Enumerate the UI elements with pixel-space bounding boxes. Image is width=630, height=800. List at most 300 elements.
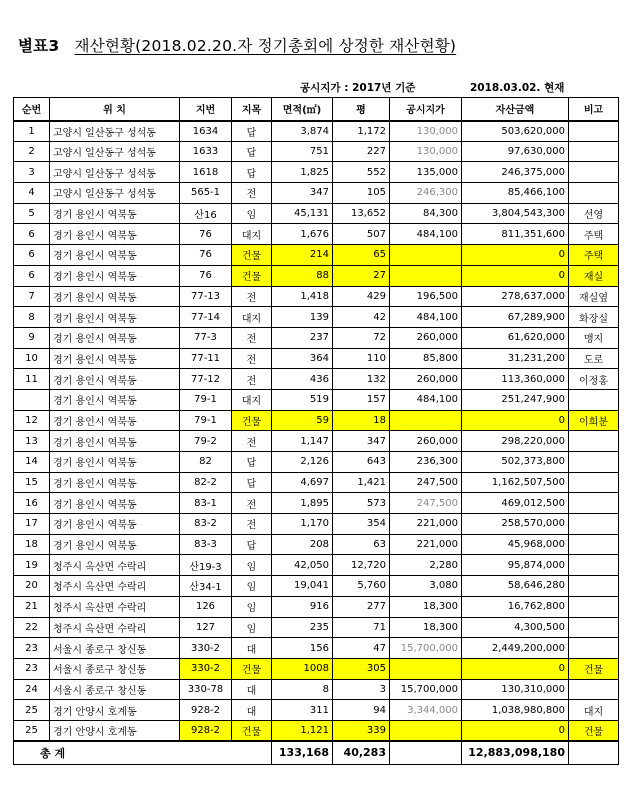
cell-area: 42,050 — [272, 555, 333, 576]
cell-pyeong: 347 — [333, 431, 390, 452]
cell-location: 경기 용인시 역북동 — [50, 327, 180, 348]
cell-no: 23 — [14, 658, 50, 679]
table-row — [14, 638, 619, 659]
total-note-empty — [569, 741, 619, 764]
cell-area: 59 — [272, 410, 333, 431]
cell-area: 237 — [272, 327, 333, 348]
table-row — [14, 369, 619, 390]
cell-category: 임 — [232, 203, 272, 224]
cell-lot: 산34-1 — [180, 576, 232, 597]
cell-location: 경기 안양시 호계동 — [50, 720, 180, 741]
cell-no: 17 — [14, 514, 50, 535]
cell-note — [569, 514, 619, 535]
cell-no: 25 — [14, 720, 50, 741]
cell-price: 3,080 — [390, 576, 462, 597]
total-row — [14, 741, 619, 764]
cell-location: 경기 안양시 호계동 — [50, 700, 180, 721]
cell-note: 이정홍 — [569, 369, 619, 390]
cell-category: 임 — [232, 617, 272, 638]
col-header-amount: 자산금액 — [462, 98, 569, 121]
col-header-no: 순번 — [14, 98, 50, 121]
table-row — [14, 348, 619, 369]
cell-lot: 83-2 — [180, 514, 232, 535]
cell-price: 18,300 — [390, 596, 462, 617]
col-header-pyeong: 평 — [333, 98, 390, 121]
cell-no: 24 — [14, 679, 50, 700]
table-row — [14, 141, 619, 162]
cell-price: 2,280 — [390, 555, 462, 576]
cell-lot: 1633 — [180, 141, 232, 162]
cell-area: 751 — [272, 141, 333, 162]
cell-category: 임 — [232, 596, 272, 617]
cell-pyeong: 105 — [333, 183, 390, 204]
cell-price: 260,000 — [390, 327, 462, 348]
cell-area: 1,418 — [272, 286, 333, 307]
cell-pyeong: 63 — [333, 534, 390, 555]
cell-amount: 45,968,000 — [462, 534, 569, 555]
cell-note: 도로 — [569, 348, 619, 369]
cell-area: 1,147 — [272, 431, 333, 452]
cell-pyeong: 339 — [333, 720, 390, 741]
cell-amount: 113,360,000 — [462, 369, 569, 390]
cell-pyeong: 72 — [333, 327, 390, 348]
cell-pyeong: 507 — [333, 224, 390, 245]
cell-category: 대 — [232, 700, 272, 721]
cell-amount: 1,038,980,800 — [462, 700, 569, 721]
table-row — [14, 224, 619, 245]
cell-note — [569, 141, 619, 162]
cell-price: 484,100 — [390, 389, 462, 410]
cell-amount: 130,310,000 — [462, 679, 569, 700]
cell-location: 경기 용인시 역북동 — [50, 472, 180, 493]
cell-no: 1 — [14, 121, 50, 142]
cell-category: 대지 — [232, 389, 272, 410]
cell-amount: 811,351,600 — [462, 224, 569, 245]
cell-note: 건물 — [569, 720, 619, 741]
cell-lot: 77-14 — [180, 307, 232, 328]
cell-area: 436 — [272, 369, 333, 390]
cell-category: 답 — [232, 452, 272, 473]
cell-pyeong: 354 — [333, 514, 390, 535]
cell-location: 경기 용인시 역북동 — [50, 307, 180, 328]
cell-category: 전 — [232, 431, 272, 452]
cell-lot: 82 — [180, 452, 232, 473]
cell-no: 25 — [14, 700, 50, 721]
cell-pyeong: 94 — [333, 700, 390, 721]
cell-location: 청주시 옥산면 수락리 — [50, 555, 180, 576]
cell-category: 건물 — [232, 720, 272, 741]
cell-note: 재실 — [569, 265, 619, 286]
cell-category: 건물 — [232, 658, 272, 679]
table-row — [14, 452, 619, 473]
cell-amount: 58,646,280 — [462, 576, 569, 597]
cell-price: 260,000 — [390, 431, 462, 452]
cell-location: 경기 용인시 역북동 — [50, 534, 180, 555]
cell-price: 130,000 — [390, 121, 462, 142]
cell-no: 11 — [14, 369, 50, 390]
cell-no: 20 — [14, 576, 50, 597]
price-basis-note: 공시지가 : 2017년 기준 — [300, 82, 416, 94]
table-row — [14, 596, 619, 617]
cell-category: 대지 — [232, 307, 272, 328]
cell-price: 260,000 — [390, 369, 462, 390]
cell-area: 88 — [272, 265, 333, 286]
cell-lot: 77-3 — [180, 327, 232, 348]
cell-no: 12 — [14, 410, 50, 431]
total-pyeong: 40,283 — [333, 741, 390, 764]
cell-location: 경기 용인시 역북동 — [50, 369, 180, 390]
cell-amount: 251,247,900 — [462, 389, 569, 410]
cell-area: 1,121 — [272, 720, 333, 741]
cell-no — [14, 389, 50, 410]
cell-location: 경기 용인시 역북동 — [50, 410, 180, 431]
cell-location: 경기 용인시 역북동 — [50, 514, 180, 535]
cell-lot: 83-1 — [180, 493, 232, 514]
title-label: 별표3 — [18, 37, 60, 55]
cell-lot: 127 — [180, 617, 232, 638]
cell-no: 19 — [14, 555, 50, 576]
col-header-category: 지목 — [232, 98, 272, 121]
total-label: 총 계 — [14, 741, 272, 764]
cell-no: 2 — [14, 141, 50, 162]
cell-location: 청주시 옥산면 수락리 — [50, 596, 180, 617]
cell-amount: 4,300,500 — [462, 617, 569, 638]
cell-area: 1,170 — [272, 514, 333, 535]
cell-lot: 1634 — [180, 121, 232, 142]
document-title — [18, 34, 456, 56]
cell-price: 84,300 — [390, 203, 462, 224]
cell-lot: 928-2 — [180, 700, 232, 721]
table-row — [14, 327, 619, 348]
table-row — [14, 658, 619, 679]
cell-price — [390, 265, 462, 286]
cell-note — [569, 493, 619, 514]
table-row — [14, 431, 619, 452]
cell-category: 건물 — [232, 265, 272, 286]
cell-area: 364 — [272, 348, 333, 369]
cell-location: 서울시 종로구 창신동 — [50, 679, 180, 700]
table-row — [14, 534, 619, 555]
table-row — [14, 121, 619, 142]
cell-note — [569, 452, 619, 473]
cell-note — [569, 121, 619, 142]
cell-pyeong: 71 — [333, 617, 390, 638]
table-row — [14, 576, 619, 597]
cell-price: 484,100 — [390, 224, 462, 245]
cell-pyeong: 1,172 — [333, 121, 390, 142]
total-area: 133,168 — [272, 741, 333, 764]
table-row — [14, 245, 619, 266]
cell-pyeong: 573 — [333, 493, 390, 514]
cell-note: 맹지 — [569, 327, 619, 348]
cell-amount: 0 — [462, 245, 569, 266]
cell-lot: 565-1 — [180, 183, 232, 204]
cell-area: 214 — [272, 245, 333, 266]
cell-category: 전 — [232, 348, 272, 369]
cell-area: 1,825 — [272, 162, 333, 183]
cell-pyeong: 277 — [333, 596, 390, 617]
cell-location: 경기 용인시 역북동 — [50, 224, 180, 245]
cell-lot: 1618 — [180, 162, 232, 183]
cell-note: 선영 — [569, 203, 619, 224]
as-of-date: 2018.03.02. 현재 — [470, 82, 565, 94]
cell-no: 3 — [14, 162, 50, 183]
cell-lot: 330-78 — [180, 679, 232, 700]
table-row — [14, 720, 619, 741]
cell-price — [390, 720, 462, 741]
cell-price: 484,100 — [390, 307, 462, 328]
cell-pyeong: 429 — [333, 286, 390, 307]
cell-amount: 278,637,000 — [462, 286, 569, 307]
cell-no: 7 — [14, 286, 50, 307]
cell-pyeong: 13,652 — [333, 203, 390, 224]
cell-category: 대 — [232, 638, 272, 659]
cell-note: 화장실 — [569, 307, 619, 328]
cell-note: 주택 — [569, 245, 619, 266]
cell-price: 247,500 — [390, 493, 462, 514]
cell-area: 1,676 — [272, 224, 333, 245]
cell-category: 건물 — [232, 245, 272, 266]
cell-amount: 298,220,000 — [462, 431, 569, 452]
cell-lot: 산16 — [180, 203, 232, 224]
cell-area: 2,126 — [272, 452, 333, 473]
cell-lot: 76 — [180, 224, 232, 245]
cell-price — [390, 658, 462, 679]
cell-amount: 61,620,000 — [462, 327, 569, 348]
cell-price: 130,000 — [390, 141, 462, 162]
cell-amount: 503,620,000 — [462, 121, 569, 142]
cell-pyeong: 110 — [333, 348, 390, 369]
cell-pyeong: 5,760 — [333, 576, 390, 597]
cell-lot: 79-1 — [180, 389, 232, 410]
cell-area: 45,131 — [272, 203, 333, 224]
cell-lot: 76 — [180, 265, 232, 286]
cell-no: 10 — [14, 348, 50, 369]
cell-lot: 83-3 — [180, 534, 232, 555]
col-header-area: 면적(㎡) — [272, 98, 333, 121]
cell-area: 4,697 — [272, 472, 333, 493]
cell-no: 22 — [14, 617, 50, 638]
cell-price: 18,300 — [390, 617, 462, 638]
cell-no: 6 — [14, 265, 50, 286]
table-row — [14, 265, 619, 286]
cell-pyeong: 47 — [333, 638, 390, 659]
total-price-empty — [390, 741, 462, 764]
cell-pyeong: 65 — [333, 245, 390, 266]
cell-no: 9 — [14, 327, 50, 348]
table-row — [14, 183, 619, 204]
cell-pyeong: 157 — [333, 389, 390, 410]
cell-category: 전 — [232, 286, 272, 307]
cell-pyeong: 12,720 — [333, 555, 390, 576]
cell-lot: 126 — [180, 596, 232, 617]
cell-note — [569, 534, 619, 555]
cell-no: 16 — [14, 493, 50, 514]
cell-area: 8 — [272, 679, 333, 700]
cell-no: 4 — [14, 183, 50, 204]
cell-note: 재실옆 — [569, 286, 619, 307]
cell-pyeong: 27 — [333, 265, 390, 286]
cell-amount: 97,630,000 — [462, 141, 569, 162]
cell-area: 311 — [272, 700, 333, 721]
cell-no: 21 — [14, 596, 50, 617]
cell-price — [390, 410, 462, 431]
cell-no: 23 — [14, 638, 50, 659]
col-header-price: 공시지가 — [390, 98, 462, 121]
cell-category: 전 — [232, 327, 272, 348]
cell-category: 답 — [232, 162, 272, 183]
cell-location: 서울시 종로구 창신동 — [50, 638, 180, 659]
cell-amount: 0 — [462, 658, 569, 679]
cell-note — [569, 596, 619, 617]
cell-price: 135,000 — [390, 162, 462, 183]
cell-note — [569, 183, 619, 204]
cell-amount: 0 — [462, 410, 569, 431]
cell-price: 85,800 — [390, 348, 462, 369]
cell-area: 156 — [272, 638, 333, 659]
table-row — [14, 555, 619, 576]
cell-price: 3,344,000 — [390, 700, 462, 721]
cell-no: 15 — [14, 472, 50, 493]
cell-pyeong: 1,421 — [333, 472, 390, 493]
cell-location: 고양시 일산동구 성석동 — [50, 162, 180, 183]
cell-category: 대 — [232, 679, 272, 700]
asset-table — [13, 97, 619, 765]
cell-pyeong: 305 — [333, 658, 390, 679]
cell-location: 고양시 일산동구 성석동 — [50, 141, 180, 162]
cell-amount: 31,231,200 — [462, 348, 569, 369]
cell-amount: 0 — [462, 720, 569, 741]
table-row — [14, 679, 619, 700]
cell-note — [569, 389, 619, 410]
cell-amount: 3,804,543,300 — [462, 203, 569, 224]
table-row — [14, 472, 619, 493]
cell-lot: 928-2 — [180, 720, 232, 741]
cell-lot: 77-12 — [180, 369, 232, 390]
cell-pyeong: 227 — [333, 141, 390, 162]
cell-category: 임 — [232, 576, 272, 597]
cell-price: 221,000 — [390, 514, 462, 535]
cell-pyeong: 42 — [333, 307, 390, 328]
cell-area: 519 — [272, 389, 333, 410]
cell-amount: 1,162,507,500 — [462, 472, 569, 493]
cell-note — [569, 162, 619, 183]
cell-no: 6 — [14, 224, 50, 245]
cell-amount: 16,762,800 — [462, 596, 569, 617]
cell-amount: 85,466,100 — [462, 183, 569, 204]
cell-no: 6 — [14, 245, 50, 266]
cell-location: 경기 용인시 역북동 — [50, 452, 180, 473]
total-amount: 12,883,098,180 — [462, 741, 569, 764]
cell-location: 경기 용인시 역북동 — [50, 245, 180, 266]
cell-pyeong: 18 — [333, 410, 390, 431]
cell-category: 대지 — [232, 224, 272, 245]
cell-area: 1,895 — [272, 493, 333, 514]
cell-area: 139 — [272, 307, 333, 328]
table-row — [14, 700, 619, 721]
cell-area: 3,874 — [272, 121, 333, 142]
cell-area: 916 — [272, 596, 333, 617]
cell-note — [569, 576, 619, 597]
cell-location: 경기 용인시 역북동 — [50, 389, 180, 410]
cell-area: 347 — [272, 183, 333, 204]
cell-lot: 79-2 — [180, 431, 232, 452]
col-header-lot: 지번 — [180, 98, 232, 121]
cell-category: 답 — [232, 472, 272, 493]
cell-area: 208 — [272, 534, 333, 555]
cell-pyeong: 132 — [333, 369, 390, 390]
cell-amount: 502,373,800 — [462, 452, 569, 473]
cell-area: 235 — [272, 617, 333, 638]
cell-lot: 330-2 — [180, 638, 232, 659]
cell-lot: 77-13 — [180, 286, 232, 307]
cell-amount: 469,012,500 — [462, 493, 569, 514]
cell-note: 주택 — [569, 224, 619, 245]
cell-lot: 79-1 — [180, 410, 232, 431]
cell-amount: 2,449,200,000 — [462, 638, 569, 659]
cell-category: 전 — [232, 369, 272, 390]
cell-category: 임 — [232, 555, 272, 576]
cell-category: 전 — [232, 493, 272, 514]
cell-category: 전 — [232, 183, 272, 204]
cell-lot: 산19-3 — [180, 555, 232, 576]
cell-location: 고양시 일산동구 성석동 — [50, 121, 180, 142]
cell-amount: 67,289,900 — [462, 307, 569, 328]
cell-price: 221,000 — [390, 534, 462, 555]
cell-lot: 330-2 — [180, 658, 232, 679]
cell-location: 청주시 옥산면 수락리 — [50, 576, 180, 597]
cell-location: 경기 용인시 역북동 — [50, 265, 180, 286]
table-row — [14, 514, 619, 535]
table-row — [14, 307, 619, 328]
cell-no: 8 — [14, 307, 50, 328]
cell-category: 답 — [232, 141, 272, 162]
cell-category: 전 — [232, 514, 272, 535]
cell-price: 15,700,000 — [390, 679, 462, 700]
header-row — [14, 98, 619, 121]
cell-note: 이희분 — [569, 410, 619, 431]
cell-no: 13 — [14, 431, 50, 452]
cell-location: 청주시 옥산면 수락리 — [50, 617, 180, 638]
cell-no: 14 — [14, 452, 50, 473]
cell-location: 경기 용인시 역북동 — [50, 203, 180, 224]
cell-lot: 77-11 — [180, 348, 232, 369]
cell-pyeong: 3 — [333, 679, 390, 700]
table-row — [14, 389, 619, 410]
cell-note — [569, 638, 619, 659]
cell-price: 236,300 — [390, 452, 462, 473]
cell-category: 답 — [232, 534, 272, 555]
cell-note — [569, 617, 619, 638]
cell-note — [569, 555, 619, 576]
cell-amount: 258,570,000 — [462, 514, 569, 535]
cell-amount: 0 — [462, 265, 569, 286]
cell-area: 19,041 — [272, 576, 333, 597]
cell-no: 18 — [14, 534, 50, 555]
cell-price: 247,500 — [390, 472, 462, 493]
cell-note: 대지 — [569, 700, 619, 721]
cell-no: 5 — [14, 203, 50, 224]
cell-location: 경기 용인시 역북동 — [50, 493, 180, 514]
table-row — [14, 617, 619, 638]
cell-price — [390, 245, 462, 266]
table-row — [14, 286, 619, 307]
cell-note — [569, 431, 619, 452]
table-row — [14, 203, 619, 224]
cell-location: 서울시 종로구 창신동 — [50, 658, 180, 679]
cell-location: 고양시 일산동구 성석동 — [50, 183, 180, 204]
cell-price: 15,700,000 — [390, 638, 462, 659]
